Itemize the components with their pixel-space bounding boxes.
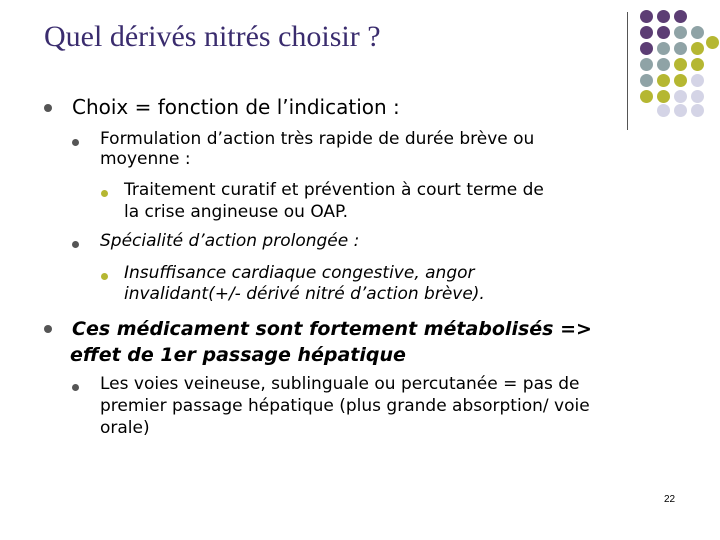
decor-dot	[691, 104, 704, 117]
decor-dot	[691, 58, 704, 71]
decor-dot	[674, 10, 687, 23]
decor-dot	[657, 10, 670, 23]
bullet-dot	[72, 384, 79, 391]
decor-dot	[657, 26, 670, 39]
sub-item-rapide-line2: moyenne :	[100, 149, 191, 169]
bullet-dot	[101, 273, 108, 280]
sub-item-voies-line3: orale)	[100, 418, 150, 438]
bullet-item-choix: Choix = fonction de l’indication :	[72, 95, 400, 119]
bullet-dot	[72, 139, 79, 146]
decorative-divider	[627, 12, 628, 130]
decor-dot	[674, 74, 687, 87]
decor-dot	[691, 26, 704, 39]
decor-dot	[691, 74, 704, 87]
decor-dot	[674, 58, 687, 71]
sub-sub-item-curatif-line1: Traitement curatif et prévention à court terme de	[124, 180, 544, 200]
bullet-dot	[72, 241, 79, 248]
bullet-dot	[44, 325, 52, 333]
sub-sub-item-curatif-line2: la crise angineuse ou OAP.	[124, 202, 349, 222]
decor-dot	[691, 90, 704, 103]
decor-dot	[640, 10, 653, 23]
decor-dot	[640, 26, 653, 39]
bullet-item-metabolises-line1: Ces médicament sont fortement métabolisés =>	[72, 318, 592, 340]
sub-item-voies-line1: Les voies veineuse, sublinguale ou percutanée = pas de	[100, 374, 580, 394]
sub-sub-item-insuffisance-line1: Insuffisance cardiaque congestive, angor	[124, 263, 475, 283]
sub-item-rapide-line1: Formulation d’action très rapide de durée brève ou	[100, 129, 535, 149]
decor-dot	[674, 90, 687, 103]
decor-dot	[640, 58, 653, 71]
decor-dot	[657, 74, 670, 87]
decor-dot	[674, 42, 687, 55]
decor-dot	[674, 26, 687, 39]
bullet-item-metabolises-line2: effet de 1er passage hépatique	[70, 344, 406, 366]
decor-dot	[657, 104, 670, 117]
decor-dot	[640, 42, 653, 55]
decor-dot	[657, 58, 670, 71]
decor-dot	[657, 90, 670, 103]
bullet-dot	[101, 190, 108, 197]
sub-item-voies-line2: premier passage hépatique (plus grande absorption/ voie	[100, 396, 590, 416]
decor-dot	[706, 36, 719, 49]
decor-dot	[674, 104, 687, 117]
slide-title: Quel dérivés nitrés choisir ?	[44, 20, 381, 53]
sub-item-prolongee: Spécialité d’action prolongée :	[100, 231, 360, 251]
decor-dot	[691, 42, 704, 55]
decor-dot	[640, 74, 653, 87]
sub-sub-item-insuffisance-line2: invalidant(+/- dérivé nitré d’action brève).	[124, 284, 485, 304]
bullet-dot	[44, 104, 52, 112]
page-number: 22	[664, 494, 676, 505]
decor-dot	[640, 90, 653, 103]
decor-dot	[657, 42, 670, 55]
